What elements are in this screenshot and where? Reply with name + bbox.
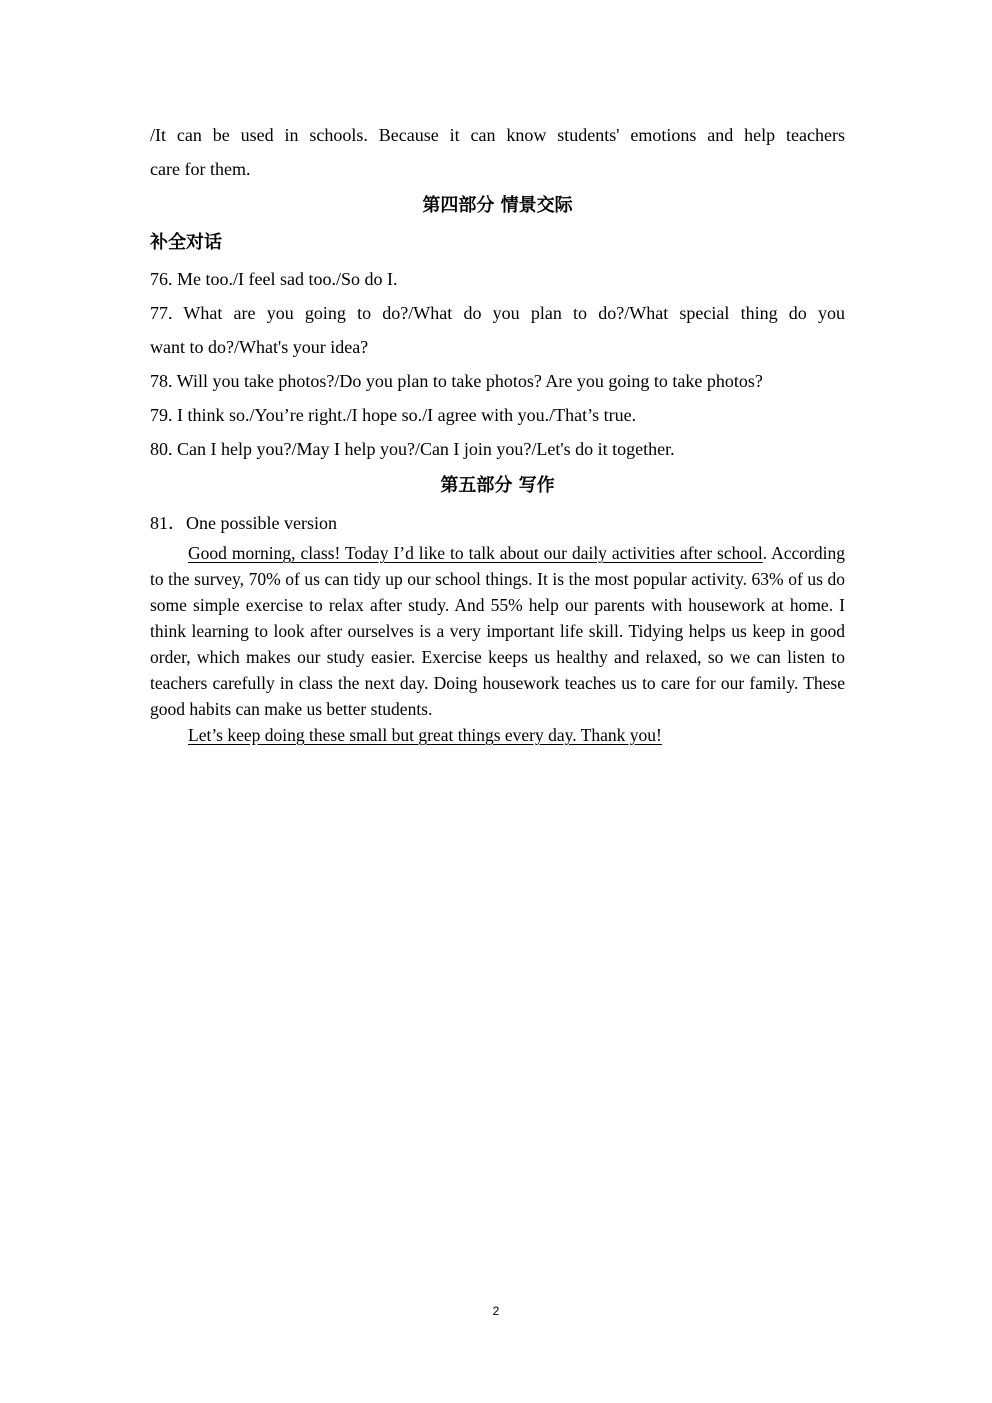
essay-paragraph-2 (150, 722, 845, 748)
continuation-line-2: care for them. (150, 159, 251, 179)
part5-title: 第五部分 写作 (440, 475, 555, 496)
essay-opening-underlined: Good morning, class! Today I’d like to talk about our daily activities after school (188, 543, 763, 563)
answer-77-line-2: want to do?/What's your idea? (150, 337, 369, 357)
essay-label: 81．One possible version (150, 513, 337, 533)
answer-76: 76. Me too./I feel sad too./So do I. (150, 269, 398, 289)
part4-subtitle: 补全对话 (150, 232, 222, 253)
page-number: 2 (492, 1304, 500, 1318)
document-body (150, 118, 845, 748)
answer-80: 80. Can I help you?/May I help you?/Can I join you?/Let's do it together. (150, 439, 675, 459)
answer-78: 78. Will you take photos?/Do you plan to take photos? Are you going to take photos? (150, 371, 763, 391)
essay-closing-underlined: Let’s keep doing these small but great things every day. Thank you! (188, 725, 662, 745)
essay-body: . According to the survey, 70% of us can tidy up our school things. It is the most popular activity. 63% of us do some simple exercise to relax after study. And 55% help our parents with housework at home. I think learning to look after ourselves is a very important life skill. Tidying helps us keep in good order, which makes our study easier. Exercise keeps us healthy and relaxed, so we can listen to teachers carefully in class the next day. Doing housework teaches us to care for our family. These good habits can make us better students. (150, 543, 845, 719)
part4-title: 第四部分 情景交际 (422, 195, 573, 216)
essay-paragraph-1 (150, 540, 845, 722)
answer-77-line-1: 77. What are you going to do?/What do you plan to do?/What special thing do you (150, 303, 845, 323)
answer-79: 79. I think so./You’re right./I hope so./I agree with you./That’s true. (150, 405, 637, 425)
continuation-line-1: /It can be used in schools. Because it can know students' emotions and help teachers (150, 125, 845, 145)
